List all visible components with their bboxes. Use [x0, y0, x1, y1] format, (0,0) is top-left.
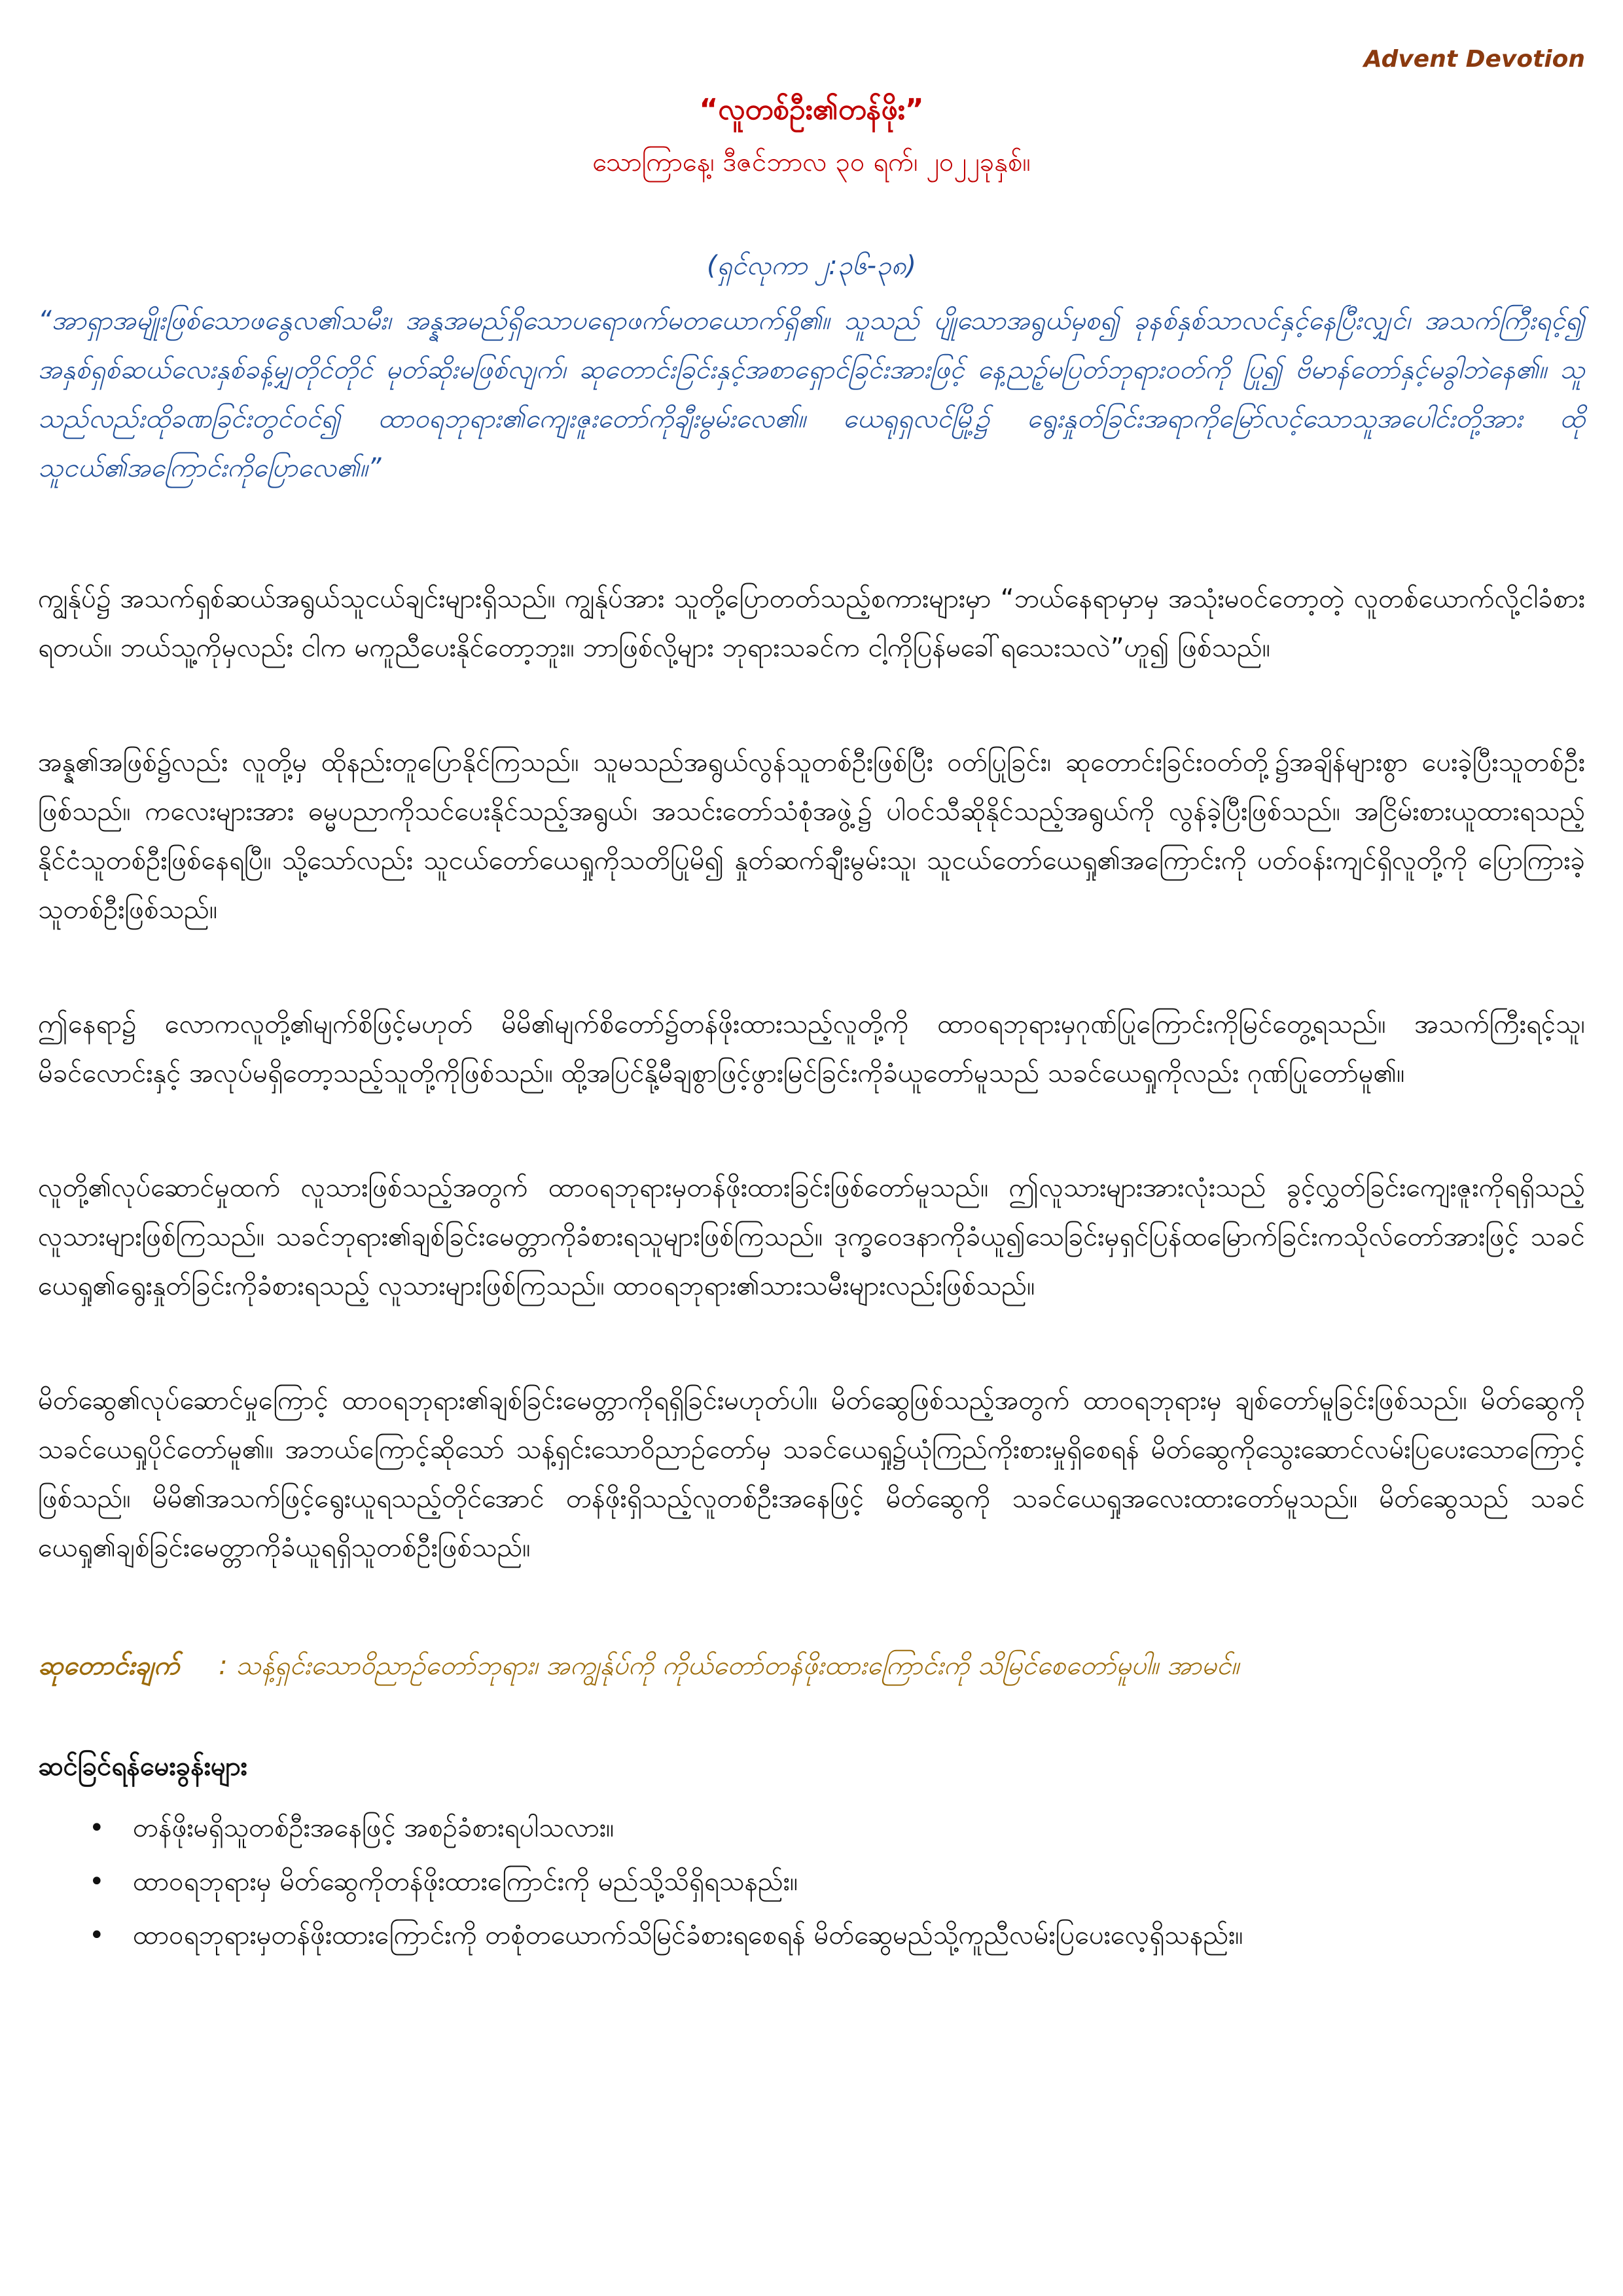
body-paragraph-1: ကျွန်ုပ်၌ အသက်ရှစ်ဆယ်အရွယ်သူငယ်ချင်းများရှိသည်။ ကျွန်ုပ်အား သူတို့ပြောတတ်သည့်စကားများမှာ “ဘယ်နေရာမှာမှ အသုံးမဝင်တော့တဲ့ လူတစ်ယောက်လို့ငါခံစားရတယ်။ ဘယ်သူ့ကိုမှလည်း ငါက မကူညီပေးနိုင်တော့ဘူး။ ဘာဖြစ်လို့များ ဘုရားသခင်က ငါ့ကိုပြန်မခေါ်ရသေးသလဲ”ဟူ၍ ဖြစ်သည်။: [38, 584, 1585, 663]
prayer-label: ဆုတောင်းချက်: [38, 1651, 180, 1681]
body-paragraph-3: ဤနေရာ၌ လောကလူတို့၏မျက်စိဖြင့်မဟုတ် မိမိ၏မျက်စိတော်၌တန်ဖိုးထားသည့်လူတို့ကို ထာဝရဘုရားမှဂုဏ်ပြုကြောင်းကိုမြင်တွေ့ရသည်။ အသက်ကြီးရင့်သူ၊ မိခင်လောင်းနှင့် အလုပ်မရှိတော့သည့်သူတို့ကိုဖြစ်သည်။ ထို့အပြင်နို့မီချစွာဖြင့်ဖွားမြင်ခြင်းကိုခံယူတော်မူသည် သခင်ယေရှုကိုလည်း ဂုဏ်ပြုတော်မူ၏။: [38, 1009, 1585, 1088]
questions-heading: ဆင်ခြင်ရန်မေးခွန်းများ: [38, 1751, 247, 1782]
list-item: [38, 1801, 1585, 1855]
series-tag: Advent Devotion: [1363, 46, 1585, 73]
devotion-date: သောကြာနေ့၊ ဒီဇင်ဘာလ ၃၀ ရက်၊ ၂၀၂၂ခုနှစ်။: [592, 147, 1031, 177]
bullet-icon: •: [89, 1867, 105, 1897]
body-paragraph-4: လူတို့၏လုပ်ဆောင်မှုထက် လူသားဖြစ်သည့်အတွက် ထာဝရဘုရားမှတန်ဖိုးထားခြင်းဖြစ်တော်မူသည်။ ဤလူသားများအားလုံးသည် ခွင့်လွှတ်ခြင်းကျေးဇူးကိုရရှိသည့်လူသားများဖြစ်ကြသည်။ သခင်ဘုရား၏ချစ်ခြင်းမေတ္တာကိုခံစားရသူများဖြစ်ကြသည်။ ဒုက္ခဝေဒနာကိုခံယူ၍သေခြင်းမှရှင်ပြန်ထမြောက်ခြင်းကသိုလ်တော်အားဖြင့် သခင်ယေရှု၏ရွေးနှုတ်ခြင်းကိုခံစားရသည့် လူသားများဖြစ်ကြသည်။ ထာဝရဘုရား၏သားသမီးများလည်းဖြစ်သည်။: [38, 1173, 1585, 1301]
scripture-reference: (ရှင်လုကာ ၂:၃၆-၃၈): [706, 251, 917, 281]
list-item: [38, 1909, 1585, 1962]
prayer-text: : သန့်ရှင်းသောဝိညာဉ်တော်ဘုရား၊ အကျွန်ုပ်ကို ကိုယ်တော်တန်ဖိုးထားကြောင်းကို သိမြင်စေတော်မူပါ။ အာမင်။: [219, 1651, 1240, 1681]
question-text: ထာဝရဘုရားမှတန်ဖိုးထားကြောင်းကို တစုံတယောက်သိမြင်ခံစားရစေရန် မိတ်ဆွေမည်သို့ကူညီလမ်းပြပေးလေ့ရှိသနည်း။: [133, 1920, 1243, 1950]
bullet-icon: •: [89, 1813, 105, 1843]
questions-list: [38, 1801, 1585, 1962]
bullet-icon: •: [89, 1920, 105, 1950]
main-content: [38, 249, 1585, 1962]
question-text: ထာဝရဘုရားမှ မိတ်ဆွေကိုတန်ဖိုးထားကြောင်းကို မည်သို့သိရှိရသနည်း။: [133, 1867, 798, 1897]
page-title: “လူတစ်ဦး၏တန်ဖိုး”: [699, 93, 924, 126]
body-paragraph-5: မိတ်ဆွေ၏လုပ်ဆောင်မှုကြောင့် ထာဝရဘုရား၏ချစ်ခြင်းမေတ္တာကိုရရှိခြင်းမဟုတ်ပါ။ မိတ်ဆွေဖြစ်သည့်အတွက် ထာဝရဘုရားမှ ချစ်တော်မူခြင်းဖြစ်သည်။ မိတ်ဆွေကို သခင်ယေရှုပိုင်တော်မူ၏။ အဘယ်ကြောင့်ဆိုသော် သန့်ရှင်းသောဝိညာဉ်တော်မှ သခင်ယေရှု၌ယုံကြည်ကိုးစားမှုရှိစေရန် မိတ်ဆွေကိုသွေးဆောင်လမ်းပြပေးသောကြောင့်ဖြစ်သည်။ မိမိ၏အသက်ဖြင့်ရွေးယူရသည့်တိုင်အောင် တန်ဖိုးရှိသည့်လူတစ်ဦးအနေဖြင့် မိတ်ဆွေကို သခင်ယေရှုအလေးထားတော်မူသည်။ မိတ်ဆွေသည် သခင်ယေရှု၏ချစ်ခြင်းမေတ္တာကိုခံယူရရှိသူတစ်ဦးဖြစ်သည်။: [38, 1386, 1585, 1563]
question-text: တန်ဖိုးမရှိသူတစ်ဦးအနေဖြင့် အစဉ်ခံစားရပါသလား။: [133, 1813, 615, 1843]
body-paragraph-2: အန္န၏အဖြစ်၌လည်း လူတို့မှ ထိုနည်းတူပြောနိုင်ကြသည်။ သူမသည်အရွယ်လွန်သူတစ်ဦးဖြစ်ပြီး ဝတ်ပြုခြင်း၊ ဆုတောင်းခြင်းဝတ်တို့၌အချိန်များစွာ ပေးခဲ့ပြီးသူတစ်ဦးဖြစ်သည်။ ကလေးများအား ဓမ္မပညာကိုသင်ပေးနိုင်သည့်အရွယ်၊ အသင်းတော်သံစုံအဖွဲ့၌ ပါဝင်သီဆိုနိုင်သည့်အရွယ်ကို လွန်ခဲ့ပြီးဖြစ်သည်။ အငြိမ်းစားယူထားရသည့်နိုင်ငံသူတစ်ဦးဖြစ်နေရပြီ။ သို့သော်လည်း သူငယ်တော်ယေရှုကိုသတိပြုမိ၍ နှုတ်ဆက်ချီးမွမ်းသူ၊ သူငယ်တော်ယေရှု၏အကြောင်းကို ပတ်ဝန်းကျင်ရှိလူတို့ကို ပြောကြားခဲ့သူတစ်ဦးဖြစ်သည်။: [38, 747, 1585, 925]
prayer-section: [38, 1641, 1585, 1691]
scripture-text: “အာရှာအမျိုးဖြစ်သောဖနွေလ၏သမီး၊ အန္နအမည်ရှိသောပရောဖက်မတယောက်ရှိ၏။ သူသည် ပျိုသောအရွယ်မှစ၍ ခုနစ်နှစ်သာလင်နှင့်နေပြီးလျှင်၊ အသက်ကြီးရင့်၍ အနှစ်ရှစ်ဆယ်လေးနှစ်ခန့်မျှတိုင်တိုင် မုတ်ဆိုးမဖြစ်လျက်၊ ဆုတောင်းခြင်းနှင့်အစာရှောင်ခြင်းအားဖြင့် နေ့ညဉ့်မပြတ်ဘုရားဝတ်ကို ပြု၍ ဗိမာန်တော်နှင့်မခွါဘဲနေ၏။ သူသည်လည်းထိုခဏခြင်းတွင်ဝင်၍ ထာဝရဘုရား၏ကျေးဇူးတော်ကိုချီးမွမ်းလေ၏။ ယေရုရှလင်မြို့၌ ရွေးနှုတ်ခြင်းအရာကိုမြော်လင့်သောသူအပေါင်းတို့အား ထိုသူငယ်၏အကြောင်းကိုပြောလေ၏။”: [38, 306, 1585, 483]
list-item: [38, 1855, 1585, 1909]
